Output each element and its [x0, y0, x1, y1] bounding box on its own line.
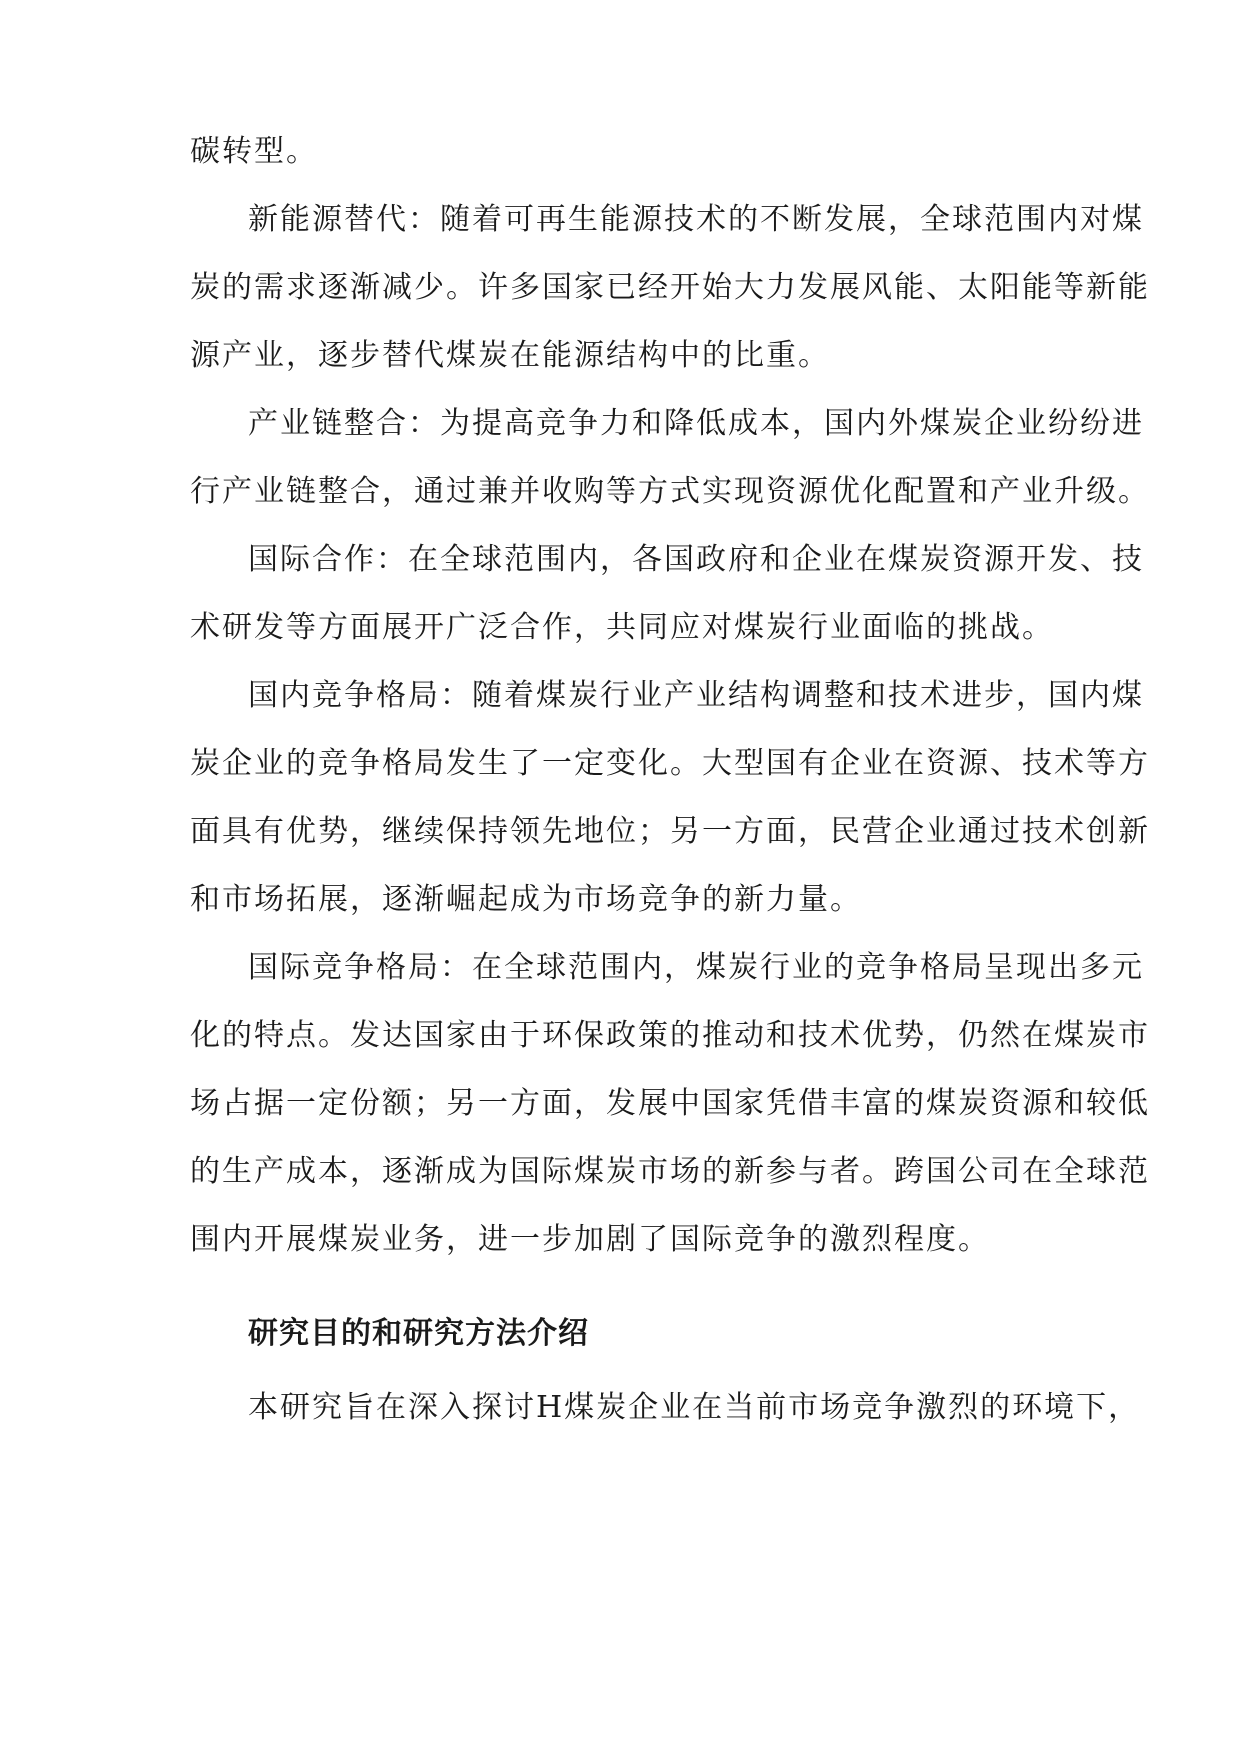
paragraph-line: 行产业链整合，通过兼并收购等方式实现资源优化配置和产业升级。 — [190, 474, 1150, 509]
paragraph-line: 面具有优势，继续保持领先地位；另一方面，民营企业通过技术创新 — [190, 814, 1150, 849]
paragraph-line: 本研究旨在深入探讨H煤炭企业在当前市场竞争激烈的环境下， — [248, 1390, 1141, 1425]
paragraph-line: 国内竞争格局：随着煤炭行业产业结构调整和技术进步，国内煤 — [248, 678, 1144, 713]
paragraph-line: 围内开展煤炭业务，进一步加剧了国际竞争的激烈程度。 — [190, 1222, 990, 1257]
paragraph-line: 产业链整合：为提高竞争力和降低成本，国内外煤炭企业纷纷进 — [248, 406, 1144, 441]
paragraph-line: 术研发等方面展开广泛合作，共同应对煤炭行业面临的挑战。 — [190, 610, 1054, 645]
paragraph-line: 的生产成本，逐渐成为国际煤炭市场的新参与者。跨国公司在全球范 — [190, 1154, 1150, 1189]
paragraph-line: 化的特点。发达国家由于环保政策的推动和技术优势，仍然在煤炭市 — [190, 1018, 1150, 1053]
paragraph-line: 源产业，逐步替代煤炭在能源结构中的比重。 — [190, 338, 830, 373]
paragraph-line: 炭企业的竞争格局发生了一定变化。大型国有企业在资源、技术等方 — [190, 746, 1150, 781]
paragraph-line: 国际竞争格局：在全球范围内，煤炭行业的竞争格局呈现出多元 — [248, 950, 1144, 985]
section-heading: 研究目的和研究方法介绍 — [248, 1316, 589, 1351]
paragraph-line: 炭的需求逐渐减少。许多国家已经开始大力发展风能、太阳能等新能 — [190, 270, 1150, 305]
paragraph-line: 碳转型。 — [190, 134, 318, 169]
paragraph-line: 和市场拓展，逐渐崛起成为市场竞争的新力量。 — [190, 882, 862, 917]
paragraph-line: 场占据一定份额；另一方面，发展中国家凭借丰富的煤炭资源和较低 — [190, 1086, 1150, 1121]
paragraph-line: 国际合作：在全球范围内，各国政府和企业在煤炭资源开发、技 — [248, 542, 1144, 577]
paragraph-line: 新能源替代：随着可再生能源技术的不断发展，全球范围内对煤 — [248, 202, 1144, 237]
